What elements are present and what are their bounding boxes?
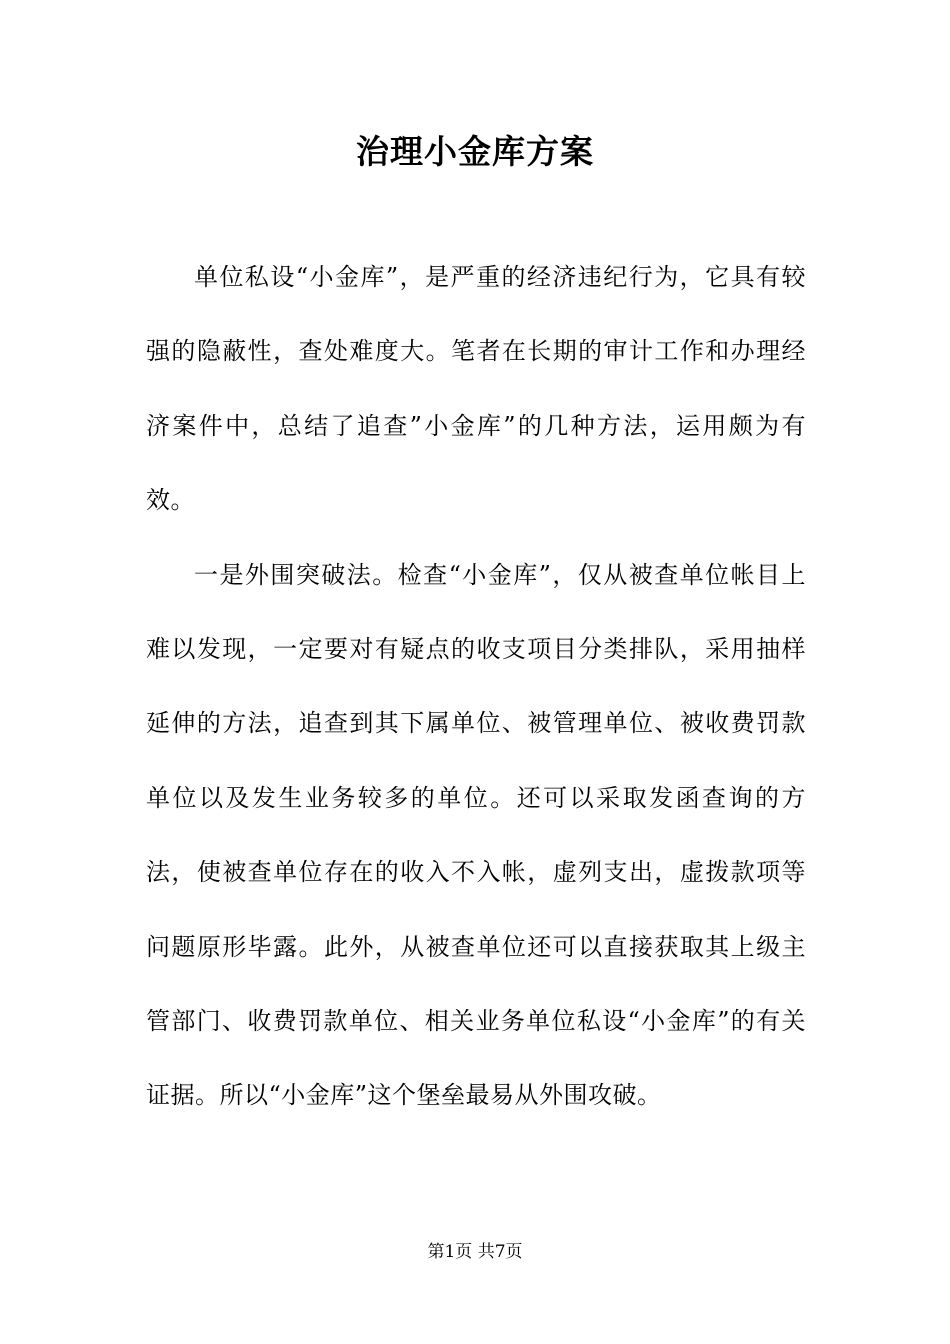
paragraph-intro: 单位私设“小金库”，是严重的经济违纪行为，它具有较强的隐蔽性，查处难度大。笔者在长期的审计工作和办理经济案件中，总结了追查”小金库”的几种方法，运用颇为有效。 <box>146 263 806 515</box>
document-body <box>146 240 806 1133</box>
document-title: 治理小金库方案 <box>356 132 594 171</box>
page-number-footer: 第1页 共7页 <box>427 1242 523 1262</box>
paragraph-method-one: 一是外围突破法。检查“小金库”，仅从被查单位帐目上难以发现，一定要对有疑点的收支项目分类排队，采用抽样延伸的方法，追查到其下属单位、被管理单位、被收费罚款单位以及发生业务较多的单位。还可以采取发函查询的方法，使被查单位存在的收入不入帐，虚列支出，虚拨款项等问题原形毕露。此外，从被查单位还可以直接获取其上级主管部门、收费罚款单位、相关业务单位私设“小金库”的有关证据。所以“小金库”这个堡垒最易从外围攻破。 <box>146 560 806 1110</box>
